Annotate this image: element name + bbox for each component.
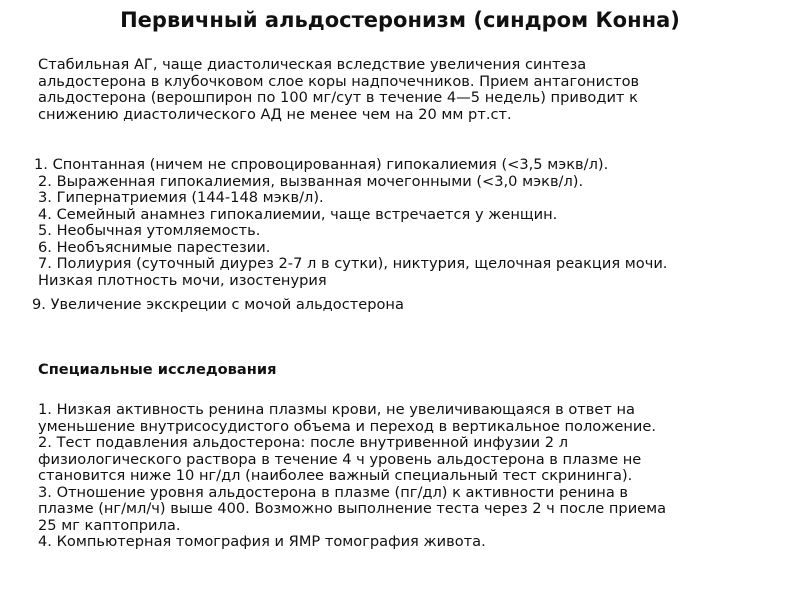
list-item: 1. Спонтанная (ничем не спровоцированная) гипокалиемия (<3,5 мэкв/л). xyxy=(34,156,609,173)
special-line: 1. Низкая активность ренина плазмы крови, не увеличивающаяся в ответ на xyxy=(38,401,635,418)
special-line: 2. Тест подавления альдостерона: после внутривенной инфузии 2 л xyxy=(38,434,569,451)
list-item: 9. Увеличение экскреции с мочой альдостерона xyxy=(32,296,404,313)
list-item: 6. Необъяснимые парестезии. xyxy=(38,238,271,256)
intro-line: Стабильная АГ, чаще диастолическая вследствие увеличения синтеза xyxy=(38,56,587,73)
special-line: 3. Отношение уровня альдостерона в плазме (пг/дл) к активности ренина в xyxy=(38,483,629,501)
intro-paragraph xyxy=(38,57,778,123)
special-line: уменьшение внутрисосудистого объема и переход в вертикальное положение. xyxy=(38,417,656,435)
list-item: 2. Выраженная гипокалиемия, вызванная мочегонными (<3,0 мэкв/л). xyxy=(38,172,584,190)
special-tests-list xyxy=(38,402,798,551)
slide-title: Первичный альдостеронизм (синдром Конна) xyxy=(120,8,680,32)
special-line: 4. Компьютерная томография и ЯМР томография живота. xyxy=(38,533,486,550)
list-item: 7. Полиурия (суточный диурез 2-7 л в сутки), никтурия, щелочная реакция мочи. xyxy=(38,255,668,272)
intro-line: альдостерона в клубочковом слое коры надпочечников. Прием антагонистов xyxy=(38,72,640,90)
special-section-title: Специальные исследования xyxy=(38,361,277,378)
list-item: Низкая плотность мочи, изостенурия xyxy=(38,271,327,289)
special-line: плазме (нг/мл/ч) выше 400. Возможно выполнение теста через 2 ч после приема xyxy=(38,500,667,517)
intro-line: альдостерона (верошпирон по 100 мг/сут в течение 4—5 недель) приводит к xyxy=(38,89,638,106)
criteria-list xyxy=(32,157,792,314)
list-item: 3. Гипернатриемия (144-148 мэкв/л). xyxy=(38,189,324,206)
special-line: физиологического раствора в течение 4 ч уровень альдостерона в плазме не xyxy=(38,450,642,468)
special-line: становится ниже 10 нг/дл (наиболее важный специальный тест скрининга). xyxy=(38,467,633,484)
list-item: 4. Семейный анамнез гипокалиемии, чаще встречается у женщин. xyxy=(38,205,558,223)
special-line: 25 мг каптоприла. xyxy=(38,516,181,534)
intro-line: снижению диастолического АД не менее чем на 20 мм рт.ст. xyxy=(38,105,512,123)
list-item: 5. Необычная утомляемость. xyxy=(38,222,261,239)
